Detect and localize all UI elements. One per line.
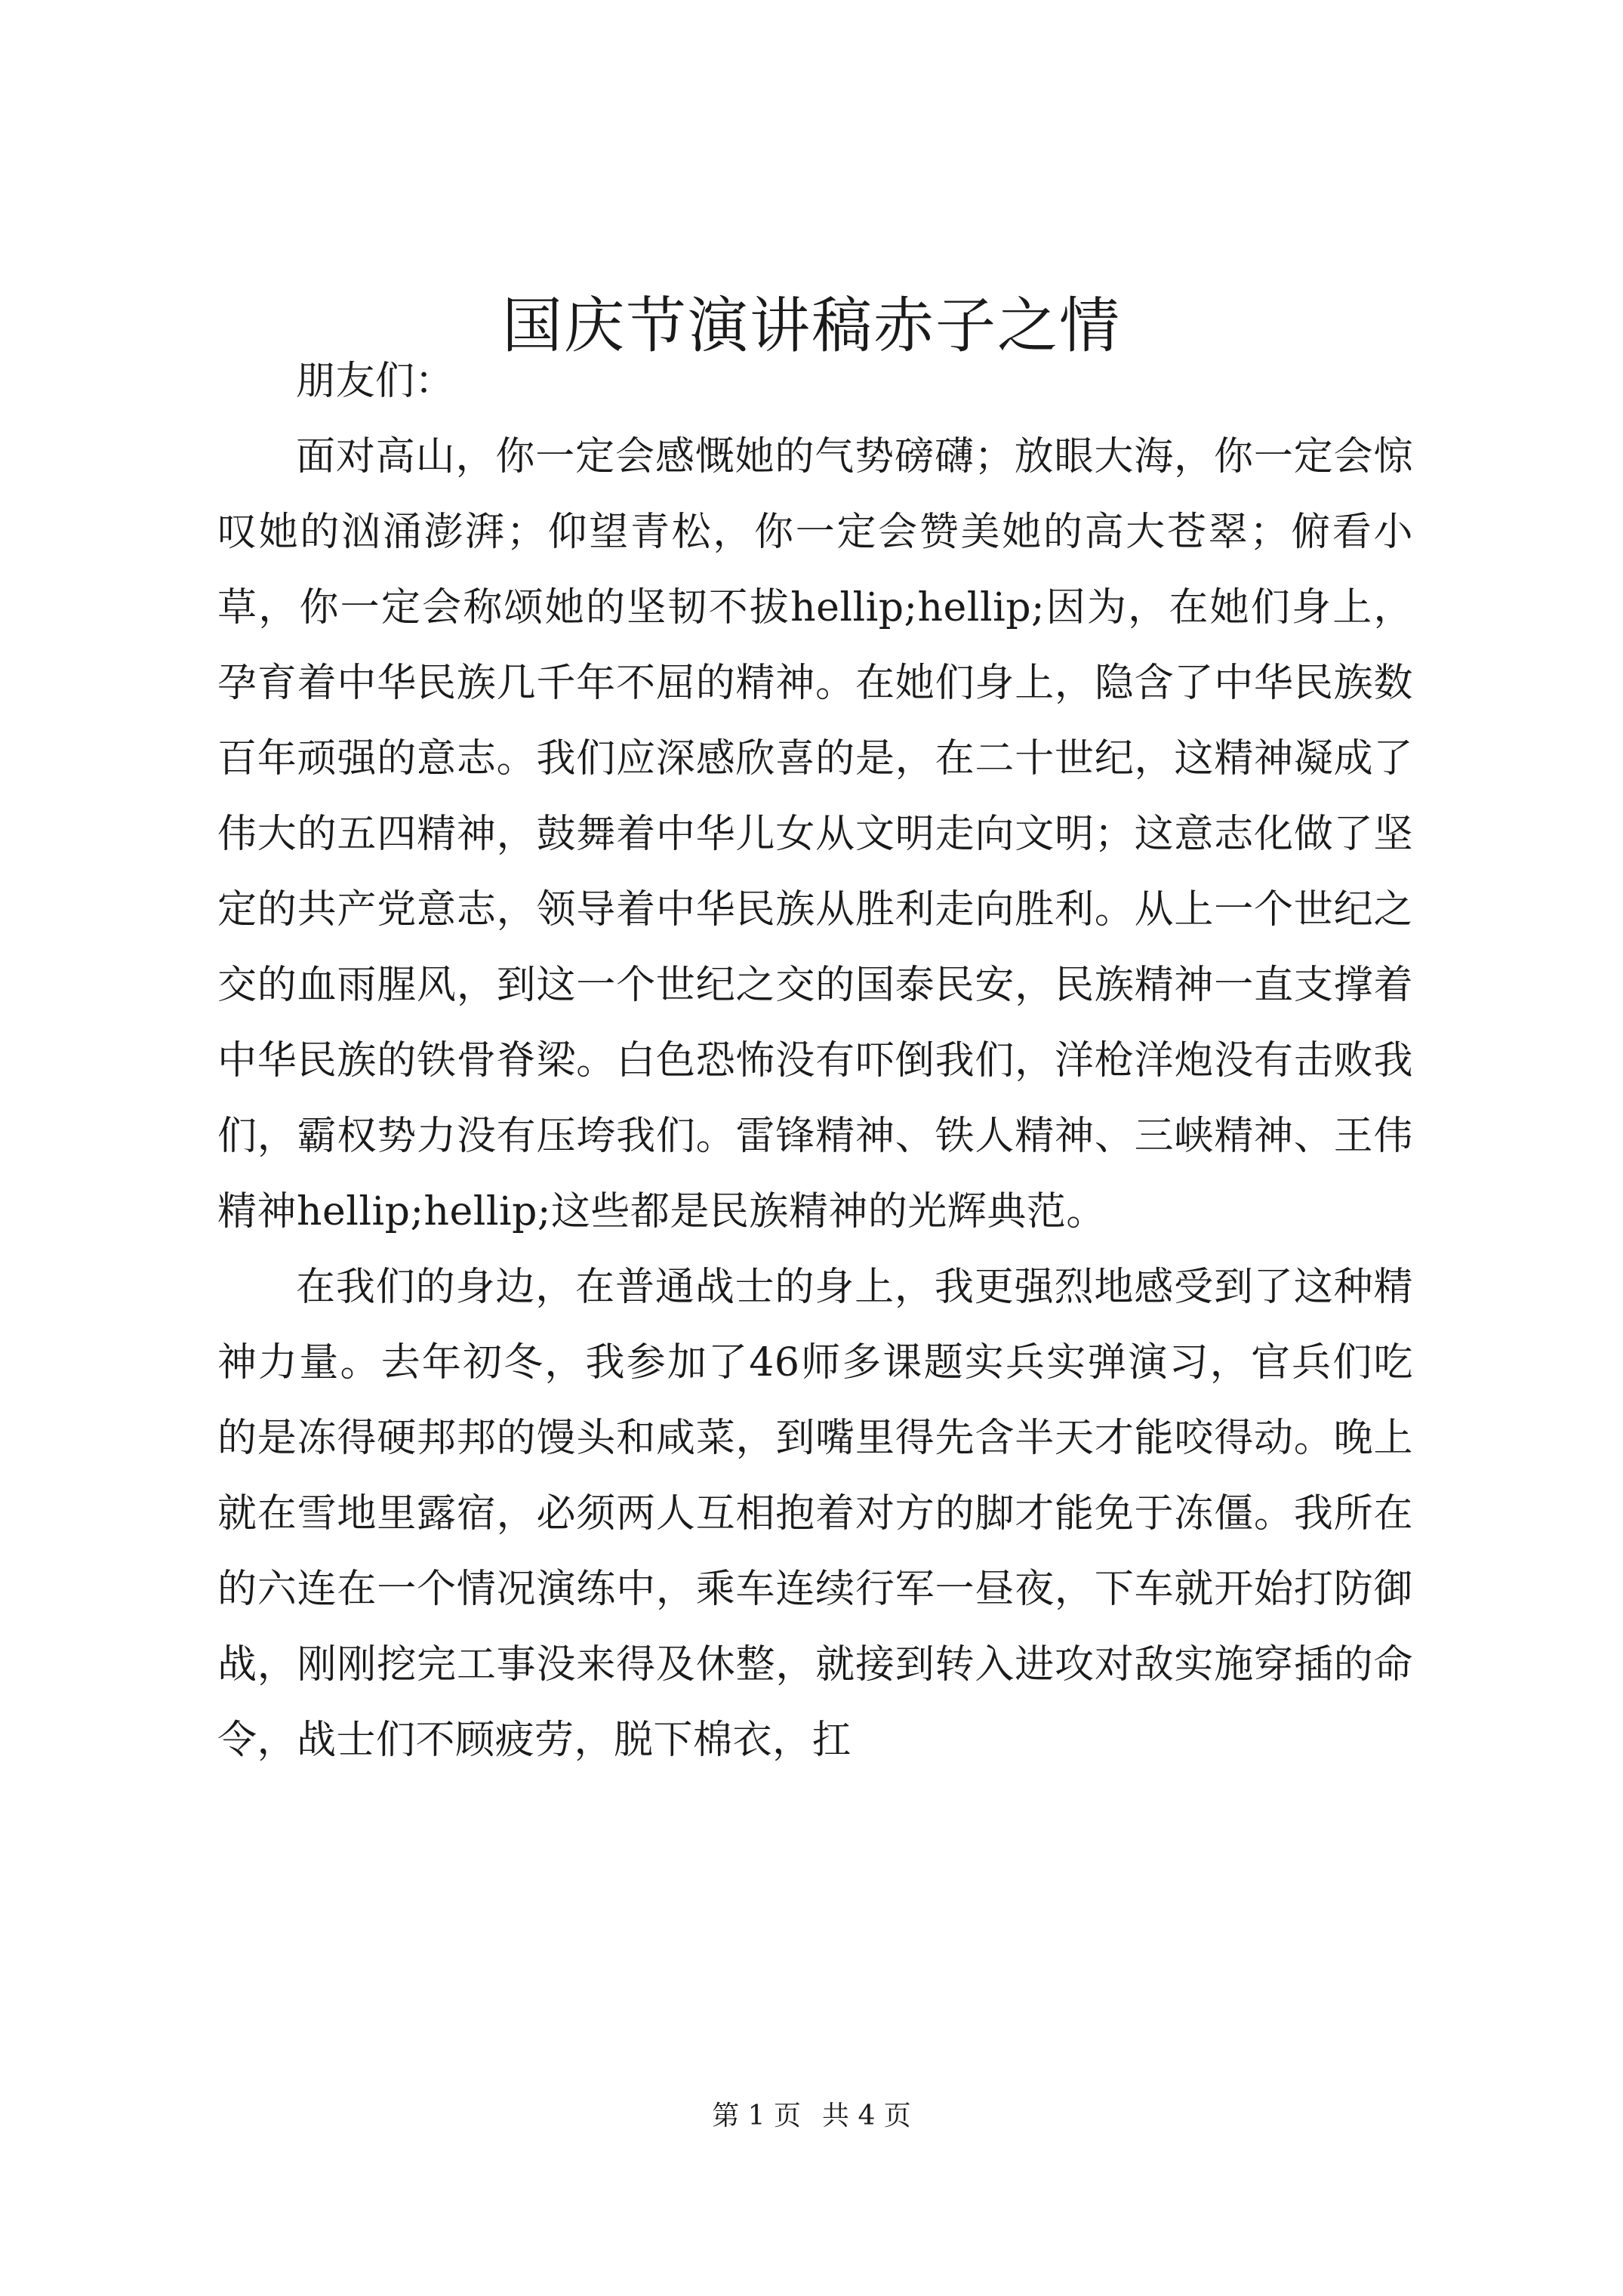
page-number: 第 1 页 [712,2100,801,2131]
document-body [217,344,1413,1778]
paragraph-2: 在我们的身边，在普通战士的身上，我更强烈地感受到了这种精神力量。去年初冬，我参加了46师多课题实兵实弹演习，官兵们吃的是冻得硬邦邦的馒头和咸菜，到嘴里得先含半天才能咬得动。晚上就在雪地里露宿，必须两人互相抱着对方的脚才能免于冻僵。我所在的六连在一个情况演练中，乘车连续行军一昼夜，下车就开始打防御战，刚刚挖完工事没来得及休整，就接到转入进攻对敌实施穿插的命令，战士们不顾疲劳，脱下棉衣，扛 [217,1265,1413,1763]
page-total: 共 4 页 [822,2100,911,2131]
paragraph-1: 面对高山，你一定会感慨她的气势磅礴；放眼大海，你一定会惊叹她的汹涌澎湃；仰望青松，你一定会赞美她的高大苍翠；俯看小草，你一定会称颂她的坚韧不拔hellip;hellip;因为，在她们身上，孕育着中华民族几千年不屈的精神。在她们身上，隐含了中华民族数百年顽强的意志。我们应深感欣喜的是，在二十世纪，这精神凝成了伟大的五四精神，鼓舞着中华儿女从文明走向文明；这意志化做了坚定的共产党意志，领导着中华民族从胜利走向胜利。从上一个世纪之交的血雨腥风，到这一个世纪之交的国泰民安，民族精神一直支撑着中华民族的铁骨脊梁。白色恐怖没有吓倒我们，洋枪洋炮没有击败我们，霸权势力没有压垮我们。雷锋精神、铁人精神、三峡精神、王伟精神hellip;hellip;这些都是民族精神的光辉典范。 [217,434,1413,1234]
salutation: 朋友们： [296,359,455,404]
document-title: 国庆节演讲稿赤子之情 [502,291,1121,361]
page-footer [0,2097,1623,2135]
